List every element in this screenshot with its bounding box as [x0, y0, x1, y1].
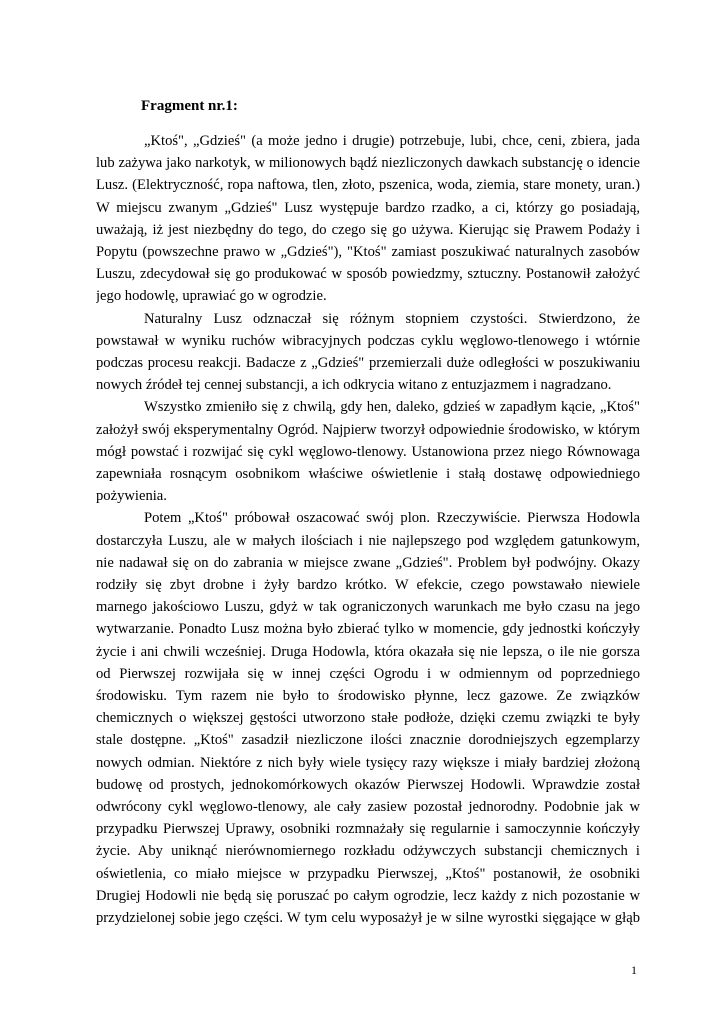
text-line: budowę od prostych, jednokomórkowych okazów Pierwszej Hodowli. Wprawdzie został — [96, 777, 640, 793]
text-line: przypadku Pierwszej Uprawy, osobniki rozmnażały się regularnie i samoczynnie kończyły — [96, 821, 640, 837]
text-line: nowych źródeł tej cennej substancji, a ich odkrycia witano z entuzjazmem i nagradzano. — [96, 377, 612, 393]
text-line: życie i ani chwili wcześniej. Druga Hodowla, która okazała się nie lepsza, o ile nie gorsza — [96, 644, 640, 660]
text-line: W miejscu zwanym „Gdzieś" Lusz występuje bardzo rzadko, a ci, którzy go posiadają, — [96, 200, 640, 216]
text-line: dostarczyła Luszu, ale w małych ilościach i nie najlepszego pod względem gatunkowym, — [96, 533, 640, 549]
text-line: nowych odmian. Niektóre z nich były wiele tysięcy razy większe i miały bardziej złożoną — [96, 755, 640, 771]
text-line: od Pierwszej rozwijała się w innej części Ogrodu i w odmiennym od poprzedniego — [96, 666, 640, 682]
text-line: lub zażywa jako narkotyk, w milionowych bądź niezliczonych dawkach substancję o idencie — [96, 155, 640, 171]
text-line: przydzielonej sobie jego części. W tym celu wyposażył je w silne wyrostki sięgające w głąb — [96, 910, 640, 926]
fragment-heading: Fragment nr.1: — [141, 98, 238, 114]
text-line: Wszystko zmieniło się z chwilą, gdy hen, daleko, gdzieś w zapadłym kącie, „Ktoś" — [144, 399, 640, 415]
text-line: założył swój eksperymentalny Ogród. Najpierw tworzył odpowiednie środowisko, w którym — [96, 422, 640, 438]
text-line: pożywienia. — [96, 488, 167, 504]
text-line: Lusz. (Elektryczność, ropa naftowa, tlen, złoto, pszenica, woda, ziemia, stare monety, uran.) — [96, 177, 640, 193]
text-line: nie nadawał się on do zabrania w miejsce zwane „Gdzieś". Problem był podwójny. Okazy — [96, 555, 640, 571]
text-line: odwrócony cykl węglowo-tlenowy, ale cały zasiew pozostał jednorodny. Podobnie jak w — [96, 799, 640, 815]
text-line: życie. Aby uniknąć nierównomiernego rozkładu odżywczych substancji chemicznych i — [96, 843, 640, 859]
text-line: podczas procesu reakcji. Badacze z „Gdzieś" przemierzali duże odległości w poszukiwaniu — [96, 355, 640, 371]
text-line: środowisku. Tym razem nie było to środowisko płynne, lecz gazowe. Ze związków — [96, 688, 640, 704]
text-line: Naturalny Lusz odznaczał się różnym stopniem czystości. Stwierdzono, że — [144, 311, 640, 327]
text-line: zapewniała rosnącym osobnikom właściwe oświetlenie i stałą dostawę odpowiedniego — [96, 466, 640, 482]
text-line: oświetlenia, co miało miejsce w przypadku Pierwszej, „Ktoś" postanowił, że osobniki — [96, 866, 640, 882]
text-line: chemicznych o większej gęstości utworzono stałe podłoże, dzięki czemu związki te były — [96, 710, 640, 726]
page-number: 1 — [631, 963, 637, 977]
text-line: wytwarzanie. Ponadto Lusz można było zbierać tylko w momencie, gdy jednostki kończyły — [96, 621, 640, 637]
text-line: rodziły się zbyt drobne i żyły bardzo krótko. W efekcie, czego powstawało niewiele — [96, 577, 640, 593]
text-line: Potem „Ktoś" próbował oszacować swój plon. Rzeczywiście. Pierwsza Hodowla — [144, 510, 640, 526]
text-line: „Ktoś", „Gdzieś" (a może jedno i drugie) potrzebuje, lubi, chce, ceni, zbiera, jada — [144, 133, 640, 149]
text-line: Luszu, zdecydował się go produkować w sposób powiedzmy, sztuczny. Postanowił założyć — [96, 266, 640, 282]
text-line: stale dostępne. „Ktoś" zasadził niezliczone ilości znacznie dorodniejszych egzemplarzy — [96, 732, 640, 748]
text-line: mógł powstać i rozwijać się cykl węglowo-tlenowy. Ustanowiona przez niego Równowaga — [96, 444, 640, 460]
text-line: marnego jakościowo Luszu, gdyż w tak ograniczonych warunkach me było czasu na jego — [96, 599, 640, 615]
text-line: jego hodowlę, uprawiać go w ogrodzie. — [96, 288, 327, 304]
text-line: Drugiej Hodowli nie będą się poruszać po całym ogrodzie, lecz każdy z nich pozostanie w — [96, 888, 640, 904]
text-line: powstawał w wyniku ruchów wibracyjnych podczas cyklu węglowo-tlenowego i wtórnie — [96, 333, 640, 349]
text-line: uważają, iż jest niezbędny do tego, do czego się go używa. Kierując się Prawem Podaży i — [96, 222, 640, 238]
text-line: Popytu (powszechne prawo w „Gdzieś"), "Ktoś" zamiast poszukiwać naturalnych zasobów — [96, 244, 640, 260]
